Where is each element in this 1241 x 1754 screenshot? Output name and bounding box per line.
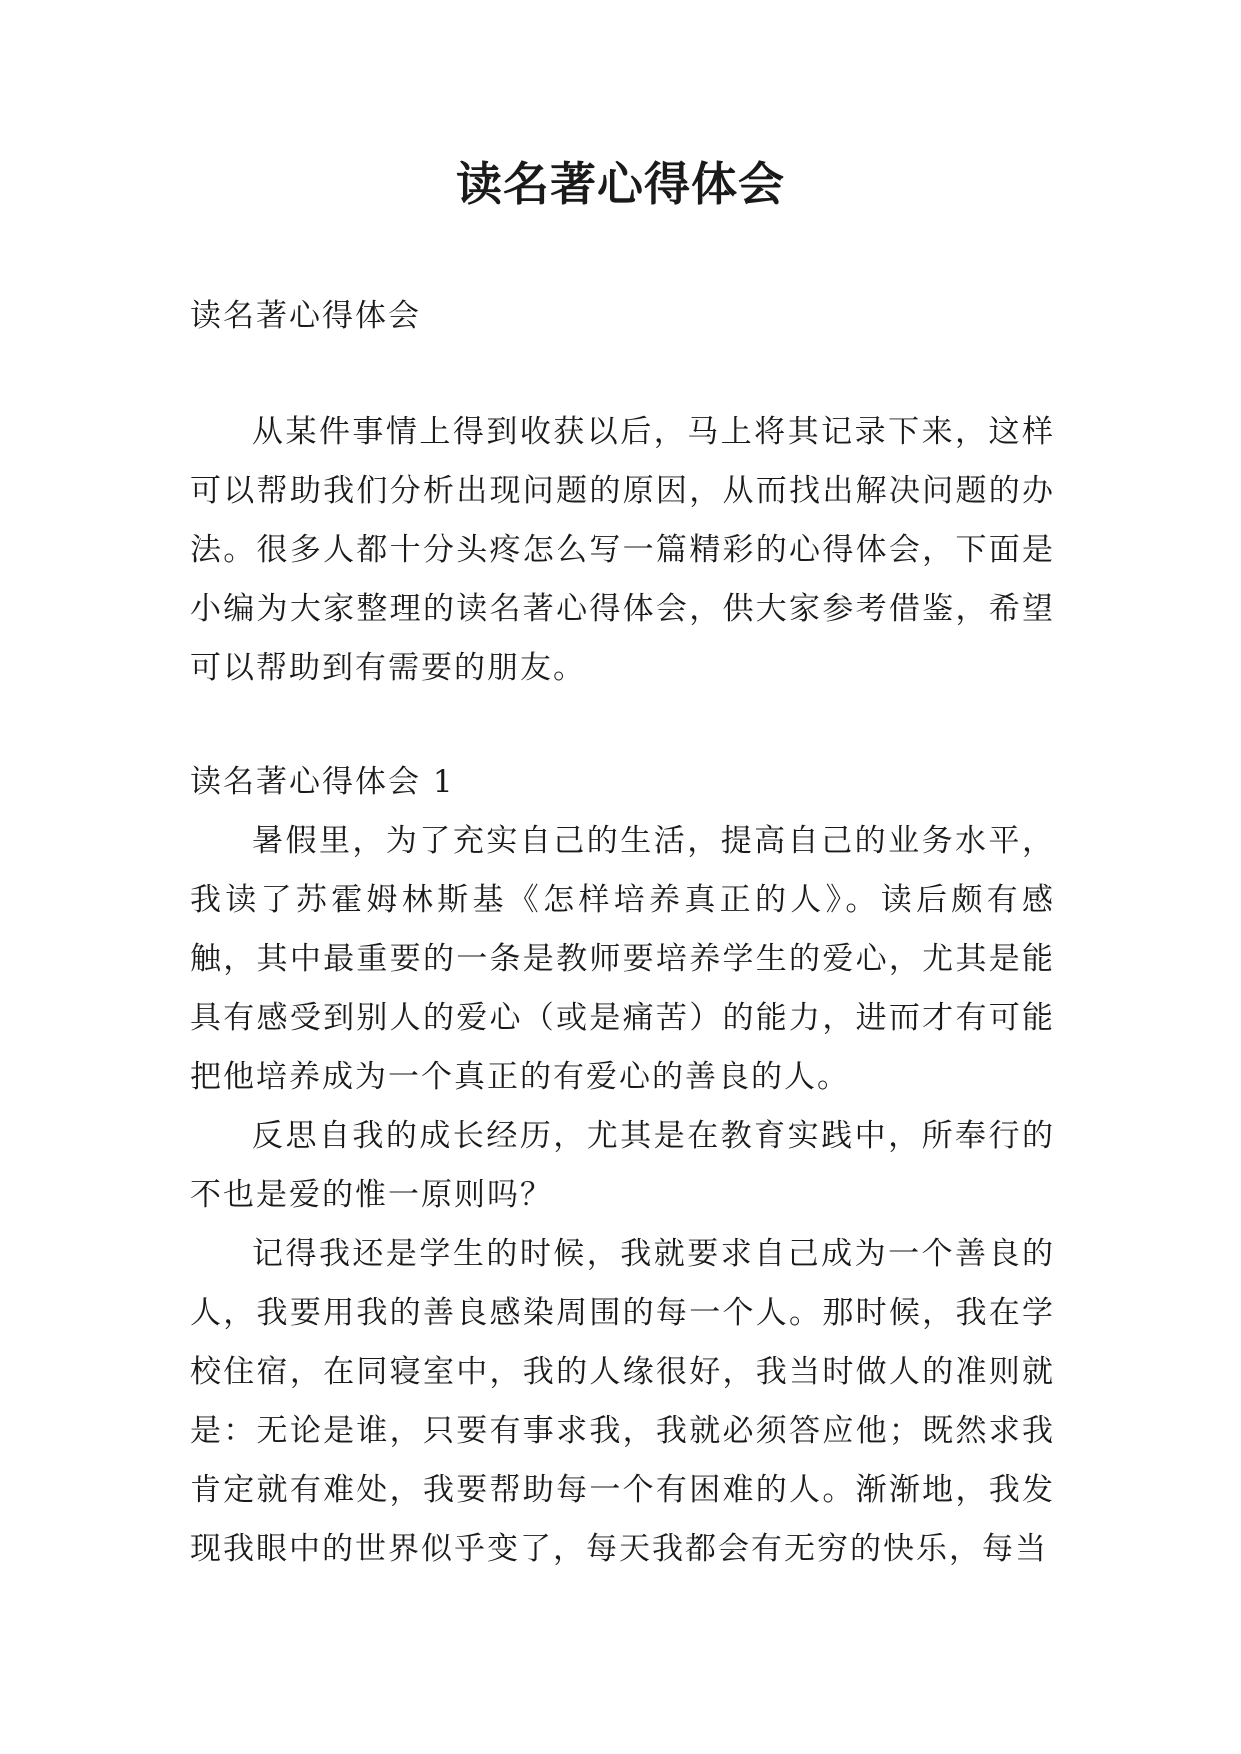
document-subtitle: 读名著心得体会 [190,298,421,334]
document-subtitle-block [190,287,1055,346]
body-paragraph-1: 暑假里，为了充实自己的生活，提高自己的业务水平，我读了苏霍姆林斯基《怎样培养真正的人》。读后颇有感触，其中最重要的一条是教师要培养学生的爱心，尤其是能具有感受到别人的爱心（或是痛苦）的能力，进而才有可能把他培养成为一个真正的有爱心的善良的人。 [190,823,1055,1095]
intro-block [190,403,1055,698]
intro-paragraph: 从某件事情上得到收获以后，马上将其记录下来，这样可以帮助我们分析出现问题的原因，从而找出解决问题的办法。很多人都十分头疼怎么写一篇精彩的心得体会，下面是小编为大家整理的读名著心得体会，供大家参考借鉴，希望可以帮助到有需要的朋友。 [190,414,1055,686]
body-paragraph-3: 记得我还是学生的时候，我就要求自己成为一个善良的人，我要用我的善良感染周围的每一个人。那时候，我在学校住宿，在同寝室中，我的人缘很好，我当时做人的准则就是：无论是谁，只要有事求我，我就必须答应他；既然求我肯定就有难处，我要帮助每一个有困难的人。渐渐地，我发现我眼中的世界似乎变了，每天我都会有无穷的快乐，每当 [190,1236,1055,1567]
section-heading: 读名著心得体会 1 [190,764,455,800]
section-body [190,812,1055,1579]
document-title: 读名著心得体会 [456,157,785,211]
section-heading-block [190,753,1055,812]
body-paragraph-2: 反思自我的成长经历，尤其是在教育实践中，所奉行的不也是爱的惟一原则吗？ [190,1118,1055,1213]
